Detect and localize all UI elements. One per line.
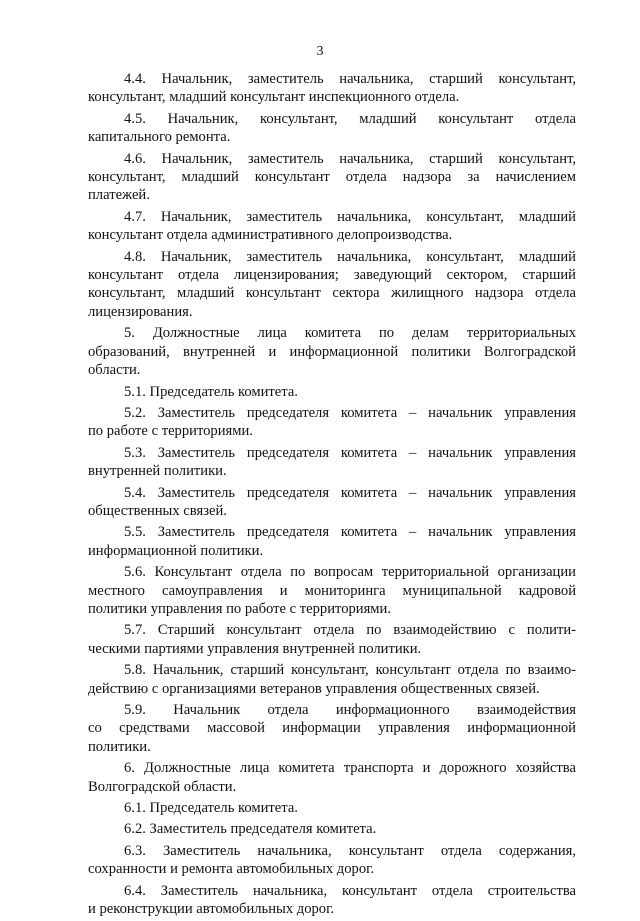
text-line: действию с организациями ветеранов управления общественных связей. [88,680,540,697]
paragraph-p5-3 [88,444,576,481]
text-line: 5.6. Консультант отдела по вопросам территориальной организации [124,564,576,581]
paragraph-p4-4 [88,70,576,107]
text-line: 5.4. Заместитель председателя комитета – начальник управления [124,484,576,501]
paragraph-p6-4 [88,882,576,919]
text-line: 4.7. Начальник, заместитель начальника, консультант, младший [124,208,576,225]
text-line: консультант, младший консультант инспекционного отдела. [88,89,460,106]
paragraph-p4-6 [88,150,576,205]
text-line: информационной политики. [88,542,264,559]
paragraph-p4-8 [88,248,576,322]
text-line: Волгоградской области. [88,778,237,795]
paragraph-p6-3 [88,842,576,879]
paragraph-p5 [88,324,576,379]
text-line: 4.4. Начальник, заместитель начальника, старший консультант, [124,71,576,87]
text-line: и реконструкции автомобильных дорог. [88,901,335,918]
text-line: консультант отдела административного делопроизводства. [88,227,453,244]
text-line: внутренней политики. [88,463,227,480]
paragraph-p5-7 [88,621,576,658]
text-line: консультант, младший консультант отдела надзора за начислением [88,169,576,186]
paragraph-p5-4 [88,484,576,521]
paragraph-p5-5 [88,523,576,560]
text-line: 5.9. Начальник отдела информационного взаимодействия [124,702,576,718]
paragraph-p4-5 [88,110,576,147]
paragraph-p5-8 [88,661,576,698]
text-line: 6.3. Заместитель начальника, консультант отдела содержания, [124,842,576,859]
text-line: платежей. [88,187,150,204]
paragraph-p4-7 [88,208,576,245]
text-line: консультант отдела лицензирования; заведующий сектором, старший [88,267,576,284]
text-line: 5.5. Заместитель председателя комитета – начальник управления [124,524,576,541]
paragraph-p6-1 [88,799,576,817]
text-line: 6.4. Заместитель начальника, консультант отдела строительства [124,882,576,899]
text-line: капитального ремонта. [88,129,231,146]
page-number: 3 [316,44,324,59]
text-line: образований, внутренней и информационной политики Волгоградской [88,343,576,360]
text-line: области. [88,362,141,379]
text-line: сохранности и ремонта автомобильных дорог. [88,861,375,878]
text-line: по работе с территориями. [88,423,253,440]
text-line: лицензирования. [88,303,193,320]
text-line: политики управления по работе с территориями. [88,600,392,617]
text-line: ческими партиями управления внутренней политики. [88,640,422,657]
text-line: 5.1. Председатель комитета. [124,383,298,400]
text-line: 4.5. Начальник, консультант, младший консультант отдела [124,110,576,127]
paragraph-p6-2 [88,820,576,838]
text-line: политики. [88,738,151,755]
text-line: 5.3. Заместитель председателя комитета – начальник управления [124,444,576,461]
text-line: 4.6. Начальник, заместитель начальника, старший консультант, [124,150,576,167]
text-line: 5. Должностные лица комитета по делам территориальных [124,325,576,342]
text-line: 6. Должностные лица комитета транспорта и дорожного хозяйства [124,760,576,777]
text-line: 6.1. Председатель комитета. [124,800,298,817]
text-line: консультант, младший консультант сектора жилищного надзора отдела [88,285,576,302]
text-line: 5.8. Начальник, старший консультант, консультант отдела по взаимо- [124,662,576,679]
paragraph-p5-6 [88,563,576,618]
paragraph-p5-2 [88,404,576,441]
text-line: 5.7. Старший консультант отдела по взаимодействию с полити- [124,622,576,639]
text-line: 4.8. Начальник, заместитель начальника, консультант, младший [124,248,576,265]
text-line: местного самоуправления и мониторинга муниципальной кадровой [88,582,576,599]
text-line: 6.2. Заместитель председателя комитета. [124,821,377,838]
text-line: 5.2. Заместитель председателя комитета – начальник управления [124,404,576,421]
paragraph-p5-1 [88,383,576,401]
text-line: со средствами массовой информации управления информационной [88,720,576,737]
document-body [88,70,576,921]
paragraph-p6 [88,759,576,796]
text-line: общественных связей. [88,502,227,519]
paragraph-p5-9 [88,701,576,756]
